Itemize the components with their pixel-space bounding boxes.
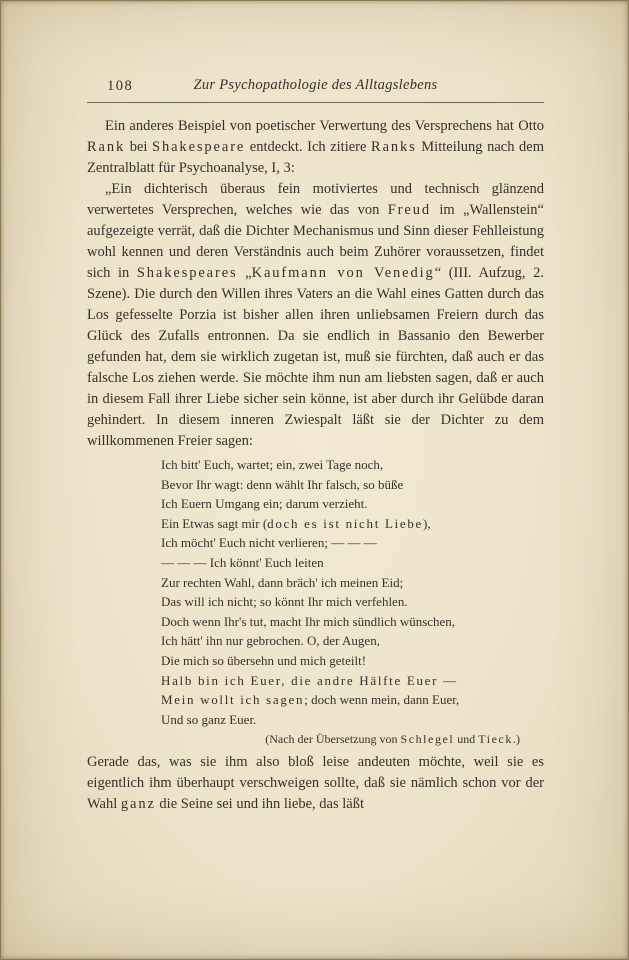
text-segment: ; doch wenn mein, dann Euer, [304, 692, 460, 708]
text-segment: Ich hätt' ihn nur gebrochen. O, der Augen, [161, 633, 380, 649]
verse-line [161, 651, 544, 671]
translation-credit [87, 730, 544, 748]
text-segment: Ranks [371, 139, 417, 155]
text-segment: Doch wenn Ihr's tut, macht Ihr mich sündlich wünschen, [161, 613, 456, 629]
verse-block [161, 455, 544, 729]
text-segment: Schlegel [400, 732, 455, 747]
text-body [87, 116, 544, 815]
text-segment: “ (III. Aufzug, 2. Szene). Die durch den Willen ihres Vaters an die Wahl eines Gatten durch das Los gefesselte Porzia ist bisher allen ihren unliebsamen Freiern durch das Glück des Zufalls entronnen. Da sie endlich in Bassanio den Bewerber gefunden hat, dem sie wirklich zugetan ist, muß sie fürchten, daß auch er das falsche Los ziehen werde. Sie möchte ihm nun am liebsten sagen, daß er auch in diesem Fall ihrer Liebe sicher sein könne, ist aber durch ihr Gelübde daran gehindert. In diesem inneren Zwiespalt läßt sie der Dichter zu dem willkommenen Freier sagen: [87, 265, 545, 449]
text-segment: doch es ist nicht Liebe [267, 515, 423, 531]
text-segment: Mitteilung nach dem Zentralblatt für Psychoanalyse, I, 3: [87, 139, 544, 176]
verse-line [161, 710, 544, 730]
verse-line [161, 592, 544, 612]
text-segment: Zur rechten Wahl, dann bräch' ich meinen Eid; [161, 574, 404, 590]
paragraph [87, 116, 544, 179]
text-segment: Halb bin ich Euer, die andre Hälfte Euer — [161, 672, 458, 688]
text-segment: Ein anderes Beispiel von poetischer Verwertung des Versprechens hat Otto [105, 118, 544, 134]
verse-line [161, 494, 544, 514]
text-segment: ), [423, 515, 431, 531]
verse-line [161, 514, 544, 534]
text-segment: Ein Etwas sagt mir ( [161, 515, 268, 531]
text-segment: entdeckt. Ich zitiere [245, 139, 372, 155]
text-segment: Gerade das, was sie ihm also bloß leise andeuten möchte, weil sie es eigentlich ihm überhaupt verschweigen sollte, daß sie nämlich schon vor der Wahl [87, 754, 544, 813]
text-segment: und [454, 732, 479, 747]
text-segment: bei [125, 139, 153, 155]
verse-line [161, 455, 544, 475]
text-segment: „Ein dichterisch überaus fein motiviertes und technisch glänzend verwertetes Versprechen, welches wie das von [87, 181, 544, 218]
verse-line [161, 671, 544, 691]
text-segment: im „Wallenstein“ aufgezeigte verrät, daß die Dichter Mechanismus und Sinn dieser Fehlleistung wohl kennen und deren Verständnis auch beim Zuhörer voraussetzen, findet sich in [87, 202, 544, 281]
text-segment: Das will ich nicht; so könnt Ihr mich verfehlen. [161, 594, 408, 610]
text-segment: Die mich so übersehn und mich geteilt! [161, 652, 367, 668]
paragraph [87, 179, 544, 452]
text-segment: Shakespeare [152, 139, 246, 155]
verse-line [161, 612, 544, 632]
text-segment: ganz [120, 796, 156, 813]
text-segment: Ich möcht' Euch nicht verlieren; — — — [161, 535, 377, 551]
text-segment: Tieck [478, 732, 513, 747]
verse-line [161, 631, 544, 651]
text-segment: Mein wollt ich sagen [161, 692, 305, 708]
page-header [87, 77, 544, 97]
text-segment: „ [237, 265, 252, 281]
text-segment: Freud [387, 202, 431, 218]
text-segment: .) [513, 732, 520, 747]
text-segment: Shakespeares [136, 265, 238, 281]
header-rule [87, 102, 544, 103]
text-segment: Und so ganz Euer. [161, 711, 257, 727]
text-segment: (Nach der Übersetzung von [265, 732, 401, 747]
page [1, 1, 628, 959]
text-segment: — — — Ich könnt' Euch leiten [161, 554, 324, 570]
page-number: 108 [107, 78, 134, 94]
verse-line [161, 475, 544, 495]
paragraph [87, 752, 544, 815]
verse-line [161, 573, 544, 593]
verse-line [161, 553, 544, 573]
text-segment: Bevor Ihr wagt: denn wählt Ihr falsch, so büße [161, 476, 404, 492]
verse-line [161, 533, 544, 553]
text-segment: Rank [87, 139, 126, 155]
text-segment: Ich Euern Umgang ein; darum verzieht. [161, 496, 368, 512]
text-segment: Kaufmann von Venedig [251, 265, 435, 281]
verse-line [161, 690, 544, 710]
text-segment: Ich bitt' Euch, wartet; ein, zwei Tage noch, [161, 457, 384, 472]
running-title: Zur Psychopathologie des Alltagslebens [193, 77, 438, 93]
text-segment: die Seine sei und ihn liebe, das läßt [155, 796, 364, 813]
